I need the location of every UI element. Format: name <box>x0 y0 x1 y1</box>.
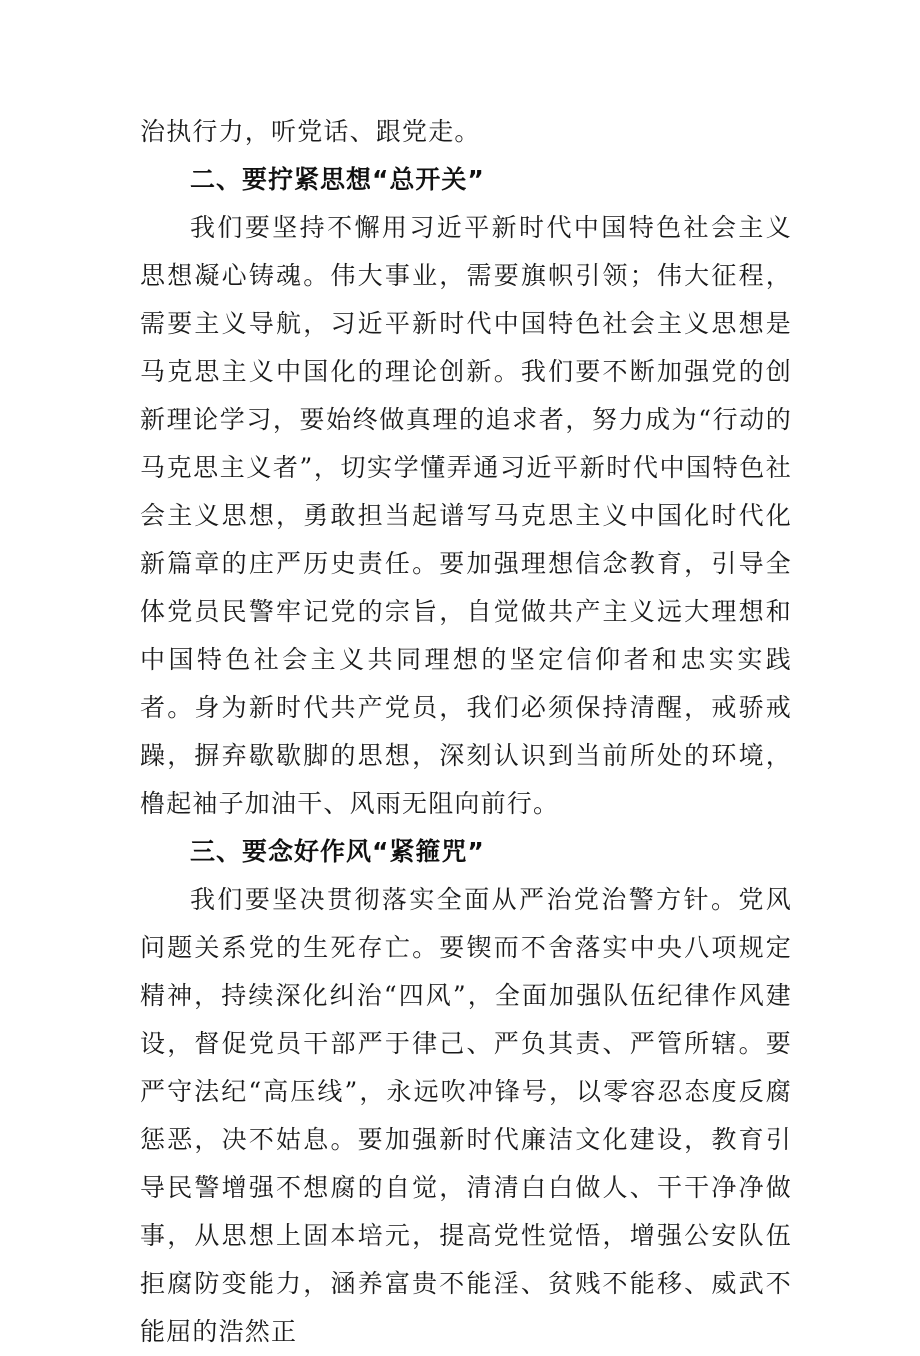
lead-continuation-paragraph: 治执行力，听党话、跟党走。 <box>140 117 481 146</box>
section-3-paragraph: 我们要坚决贯彻落实全面从严治党治警方针。党风问题关系党的生死存亡。要锲而不舍落实中央八项规定精神，持续深化纠治“四风”，全面加强队伍纪律作风建设，督促党员干部严于律己、严负其责、严管所辖。要严守法纪“高压线”，永远吹冲锋号，以零容忍态度反腐惩恶，决不姑息。要加强新时代廉洁文化建设，教育引导民警增强不想腐的自觉，清清白白做人、干干净净做事，从思想上固本培元，提高党性觉悟，增强公安队伍拒腐防变能力，涵养富贵不能淫、贫贱不能移、威武不能屈的浩然正 <box>140 885 792 1346</box>
section-2-paragraph: 我们要坚持不懈用习近平新时代中国特色社会主义思想凝心铸魂。伟大事业，需要旗帜引领；伟大征程，需要主义导航，习近平新时代中国特色社会主义思想是马克思主义中国化的理论创新。我们要不断加强党的创新理论学习，要始终做真理的追求者，努力成为“行动的马克思主义者”，切实学懂弄通习近平新时代中国特色社会主义思想，勇敢担当起谱写马克思主义中国化时代化新篇章的庄严历史责任。要加强理想信念教育，引导全体党员民警牢记党的宗旨，自觉做共产主义远大理想和中国特色社会主义共同理想的坚定信仰者和忠实实践者。身为新时代共产党员，我们必须保持清醒，戒骄戒躁，摒弃歇歇脚的思想，深刻认识到当前所处的环境，橹起袖子加油干、风雨无阻向前行。 <box>140 213 792 818</box>
section-2-heading: 二、要拧紧思想“总开关” <box>190 165 485 194</box>
section-3-heading: 三、要念好作风“紧箍咒” <box>190 837 485 866</box>
document-body <box>140 108 792 1356</box>
